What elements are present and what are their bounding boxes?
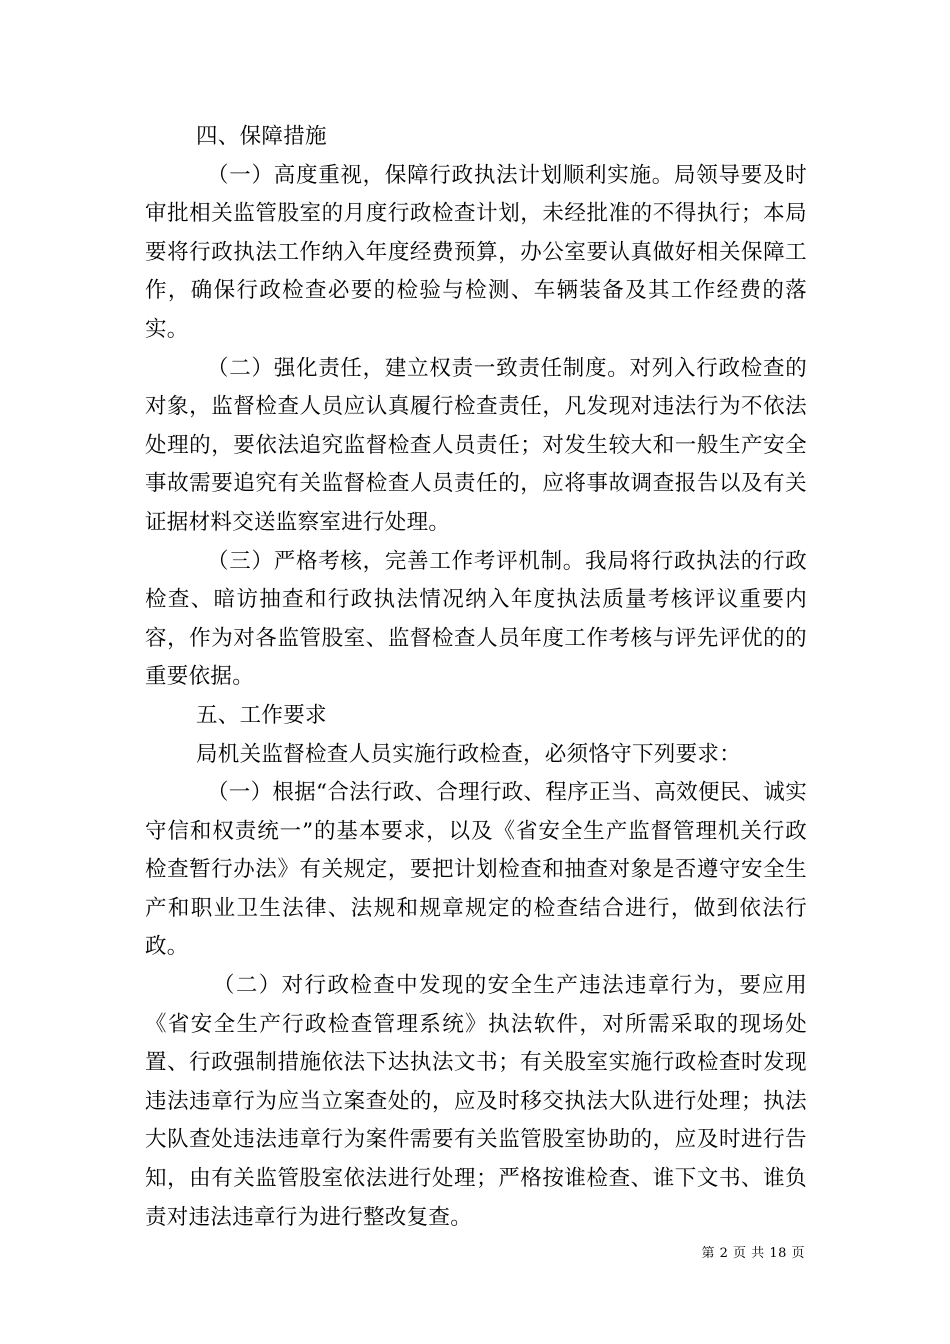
measure-paragraph-2: （二）强化责任，建立权责一致责任制度。对列入行政检查的对象，监督检查人员应认真履行检查责任，凡发现对违法行为不依法处理的，要依法追究监督检查人员责任；对发生较大和一般生产安全事故需要追究有关监督检查人员责任的，应将事故调查报告以及有关证据材料交送监察室进行处理。 [145,355,807,535]
requirement-paragraph-1: （一）根据“合法行政、合理行政、程序正当、高效便民、诚实守信和权责统一”的基本要求，以及《省安全生产监督管理机关行政检查暂行办法》有关规定，要把计划检查和抽查对象是否遵守安全生产和职业卫生法律、法规和规章规定的检查结合进行，做到依法行政。 [145,780,807,960]
measure-paragraph-1: （一）高度重视，保障行政执法计划顺利实施。局领导要及时审批相关监管股室的月度行政检查计划，未经批准的不得执行；本局要将行政执法工作纳入年度经费预算，办公室要认真做好相关保障工作，确保行政检查必要的检验与检测、车辆装备及其工作经费的落实。 [145,162,807,342]
requirement-paragraph-2: （二）对行政检查中发现的安全生产违法违章行为，要应用《省安全生产行政检查管理系统》执法软件，对所需采取的现场处置、行政强制措施依法下达执法文书；有关股室实施行政检查时发现违法违章行为应当立案查处的，应及时移交执法大队进行处理；执法大队查处违法违章行为案件需要有关监管股室协助的，应及时进行告知，由有关监管股室依法进行处理；严格按谁检查、谁下文书、谁负责对违法违章行为进行整改复查。 [145,973,807,1230]
measure-paragraph-3: （三）严格考核，完善工作考评机制。我局将行政执法的行政检查、暗访抽查和行政执法情况纳入年度执法质量考核评议重要内容，作为对各监管股室、监督检查人员年度工作考核与评先评优的的重要依据。 [145,548,807,690]
section-five-heading: 五、工作要求 [196,702,327,728]
page-number-footer: 第 2 页 共 18 页 [701,1246,805,1261]
section-four-heading: 四、保障措施 [196,124,327,149]
requirements-intro: 局机关监督检查人员实施行政检查，必须恪守下列要求： [196,741,742,767]
document-body [145,118,807,1237]
